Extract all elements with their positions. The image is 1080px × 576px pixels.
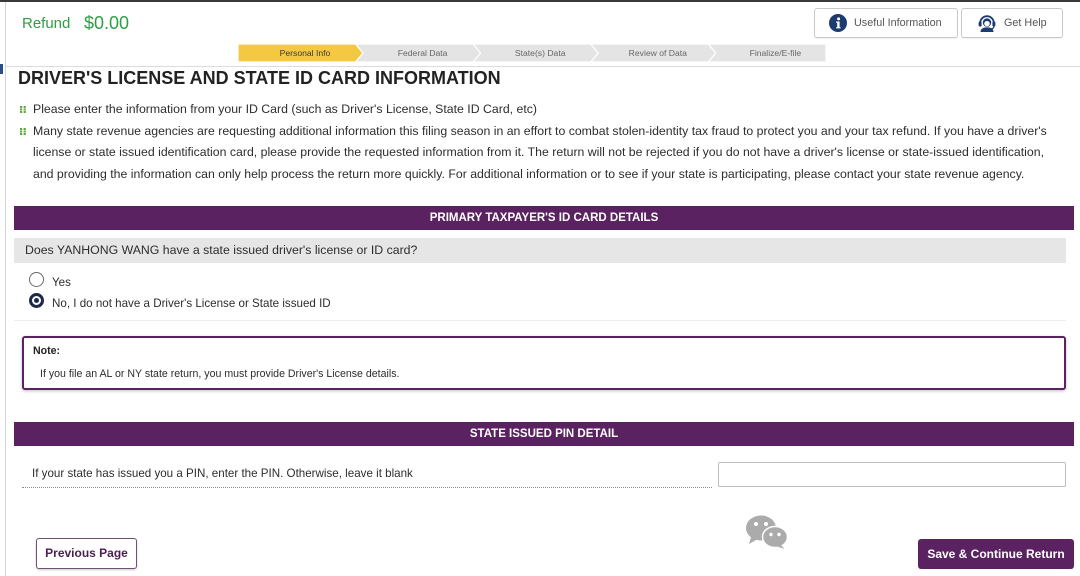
green-dots-bullet-icon	[20, 128, 26, 135]
instructions-list	[20, 99, 1060, 185]
radio-button[interactable]	[29, 272, 44, 287]
instruction-item	[20, 99, 1055, 121]
radio-option-no[interactable]	[29, 292, 349, 314]
id-card-question: Does YANHONG WANG have a state issued driver's license or ID card?	[14, 238, 1066, 263]
radio-label[interactable]: No, I do not have a Driver's License or State issued ID	[52, 297, 331, 310]
progress-step-finalize-efile[interactable]	[708, 44, 826, 62]
instruction-item	[20, 121, 1055, 186]
green-dots-bullet-icon	[20, 106, 26, 113]
useful-information-button[interactable]	[814, 8, 958, 38]
left-edge-marker	[0, 64, 3, 74]
pin-input[interactable]	[718, 462, 1066, 487]
support-agent-icon	[977, 14, 997, 32]
progress-step-federal-data[interactable]	[356, 44, 481, 62]
radio-button[interactable]	[29, 293, 44, 308]
progress-step-label: Personal Info	[279, 48, 331, 58]
progress-tracker	[238, 44, 830, 62]
progress-step-label: Review of Data	[628, 48, 687, 58]
radio-option-yes[interactable]	[29, 271, 349, 293]
refund-label: Refund	[22, 15, 71, 32]
page-title: DRIVER'S LICENSE AND STATE ID CARD INFORMATION	[18, 68, 501, 88]
progress-step-label: Finalize/E-file	[749, 48, 802, 58]
window-top-edge	[0, 0, 1080, 2]
page-left-border	[5, 2, 6, 576]
previous-page-button[interactable]: Previous Page	[36, 538, 137, 569]
note-text: If you file an AL or NY state return, you must provide Driver's License details.	[40, 368, 400, 380]
info-circle-icon	[829, 14, 847, 32]
radio-label[interactable]: Yes	[52, 276, 71, 289]
save-continue-button[interactable]: Save & Continue Return	[918, 539, 1074, 569]
refund-amount: $0.00	[84, 13, 130, 33]
get-help-button[interactable]	[961, 8, 1063, 38]
progress-step-review-of-data[interactable]	[591, 44, 716, 62]
wechat-watermark-icon	[745, 514, 789, 550]
instruction-text: Many state revenue agencies are requesting additional information this filing season in an effort to combat stolen-identity tax fraud to protect you and your tax refund. If you have a driver's license or state issued identification card, please provide the requested information from it. The return will not be rejected if you do not have a driver's license or state-issued identification, and providing the information can only help process the return more quickly. For additional information or to see if your state is participating, please contact your state revenue agency.	[33, 123, 1047, 181]
get-help-label: Get Help	[1004, 17, 1047, 29]
pin-section-header: STATE ISSUED PIN DETAIL	[14, 422, 1074, 446]
progress-step-states-data[interactable]	[473, 44, 598, 62]
instruction-text: Please enter the information from your ID Card (such as Driver's License, State ID Card, etc)	[33, 102, 537, 116]
note-box	[22, 336, 1066, 390]
progress-step-label: Federal Data	[397, 48, 448, 58]
progress-step-personal-info[interactable]	[238, 44, 363, 62]
pin-row-dotted-leader	[22, 487, 712, 488]
id-card-section-header: PRIMARY TAXPAYER'S ID CARD DETAILS	[14, 206, 1074, 230]
pin-field-label: If your state has issued you a PIN, enter the PIN. Otherwise, leave it blank	[32, 467, 413, 480]
section-separator	[14, 320, 1066, 321]
useful-information-label: Useful Information	[854, 17, 942, 29]
note-title: Note:	[33, 345, 61, 357]
progress-step-label: State(s) Data	[514, 48, 566, 58]
